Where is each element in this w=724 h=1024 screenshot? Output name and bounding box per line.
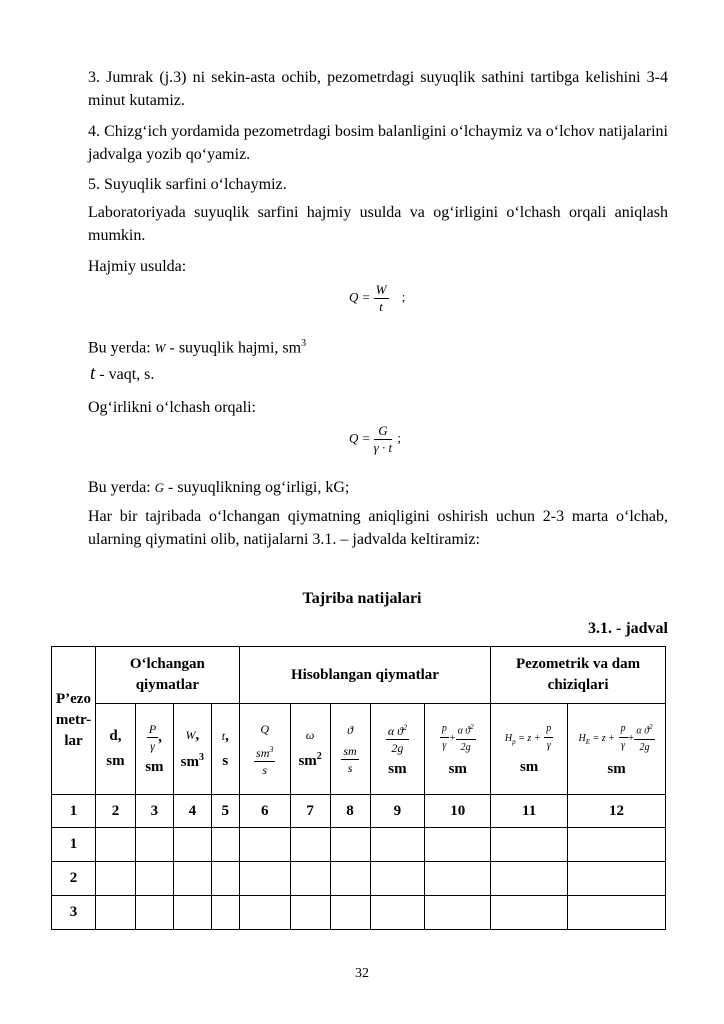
col-header-p-gamma: $\frac{P}{\gamma}$ , sm xyxy=(135,704,173,795)
table-cell xyxy=(330,862,370,896)
table-cell xyxy=(370,896,425,930)
table-cell xyxy=(370,862,425,896)
column-number: 7 xyxy=(290,795,330,828)
col-header-d: d, sm xyxy=(95,704,135,795)
paragraph-step-5: 5. Suyuqlik sarfini o‘lchaymiz. xyxy=(88,176,287,193)
column-number: 12 xyxy=(568,795,666,828)
page-number: 32 xyxy=(355,966,369,981)
col-header-piezometric-head: $H_p = z$ + $\frac{p}{\gamma}$ sm xyxy=(491,704,568,795)
table-cell xyxy=(491,896,568,930)
table-row xyxy=(52,896,666,930)
table-cell xyxy=(135,896,173,930)
table-cell xyxy=(239,862,290,896)
col-header-t: t, s xyxy=(211,704,239,795)
row-label: 2 xyxy=(52,862,96,896)
table-row xyxy=(52,828,666,862)
column-number: 8 xyxy=(330,795,370,828)
table-cell xyxy=(568,896,666,930)
column-number: 1 xyxy=(52,795,96,828)
table-title: Tajriba natijalari xyxy=(302,590,422,607)
header-measured: O‘lchangan qiymatlar xyxy=(95,647,239,704)
column-number-row xyxy=(52,795,666,828)
paragraph-weight: Og‘irlikni o‘lchash orqali: xyxy=(88,399,256,416)
col-header-energy-head: $H_E = z$ + $\frac{p}{\gamma}$ + $\frac{\alpha ϑ^2}{2g}$ sm xyxy=(568,704,666,795)
column-number: 6 xyxy=(239,795,290,828)
table-cell xyxy=(568,828,666,862)
table-cell xyxy=(239,828,290,862)
col-header-velocity: ϑ $\frac{sm}{s}$ xyxy=(330,704,370,795)
table-cell xyxy=(290,896,330,930)
table-cell xyxy=(491,828,568,862)
paragraph-step-4: 4. Chizg‘ich yordamida pezometrdagi bosim balanligini o‘lchaymiz va o‘lchov natijalarini jadvalga yozib qo‘yamiz. xyxy=(88,123,668,163)
paragraph-methods: Laboratoriyada suyuqlik sarfini hajmiy usulda va og‘irligini o‘lchash orqali aniqlash mumkin. xyxy=(88,204,668,244)
table-cell xyxy=(95,862,135,896)
col-header-q: Q $\frac{sm^3}{s}$ xyxy=(239,704,290,795)
table-cell xyxy=(290,828,330,862)
column-number: 11 xyxy=(491,795,568,828)
table-cell xyxy=(173,862,211,896)
table-cell xyxy=(173,828,211,862)
table-cell xyxy=(95,828,135,862)
table-cell xyxy=(370,828,425,862)
formula-lhs: Q = xyxy=(349,430,371,446)
col-header-w: W, $sm^3$ xyxy=(173,704,211,795)
table-cell xyxy=(211,828,239,862)
paragraph-repeat: Har bir tajribada o‘lchangan qiymatning aniqligini oshirish uchun 2-3 marta o‘lchab, ularning qiymatini olib, natijalarni 3.1. – jadvalda keltiramiz: xyxy=(88,508,668,548)
definition-w: Bu yerda: W - suyuqlik hajmi, $sm^3$ xyxy=(88,338,307,357)
column-number: 10 xyxy=(425,795,491,828)
results-table xyxy=(51,646,666,930)
definition-g: Bu yerda: G - suyuqlikning og‘irligi, kG; xyxy=(88,479,350,496)
table-cell xyxy=(330,828,370,862)
header-calculated: Hisoblangan qiymatlar xyxy=(239,647,490,704)
column-number: 4 xyxy=(173,795,211,828)
row-label: 1 xyxy=(52,828,96,862)
formula-lhs: Q = xyxy=(349,289,371,305)
table-cell xyxy=(290,862,330,896)
column-number: 5 xyxy=(211,795,239,828)
table-cell xyxy=(135,828,173,862)
definition-t: t - vaqt, s. xyxy=(90,363,155,384)
header-lines: Pezometrik va dam chiziqlari xyxy=(491,647,666,704)
formula-weight: Q = $\frac{G}{\gamma \cdot t}$ ; xyxy=(349,423,402,455)
col-header-omega: ω $sm^2$ xyxy=(290,704,330,795)
table-caption: 3.1. - jadval xyxy=(588,620,668,637)
table-cell xyxy=(135,862,173,896)
column-number: 3 xyxy=(135,795,173,828)
header-piezometers: P’ezo metr-lar xyxy=(52,647,96,795)
table-cell xyxy=(211,896,239,930)
table-cell xyxy=(425,862,491,896)
table-row xyxy=(52,862,666,896)
table-cell xyxy=(491,862,568,896)
table-cell xyxy=(568,862,666,896)
table-cell xyxy=(95,896,135,930)
formula-volumetric: Q = $\frac{W}{t}$ ; xyxy=(349,282,406,314)
table-cell xyxy=(330,896,370,930)
col-header-sum: $\frac{p}{\gamma}$ + $\frac{\alpha ϑ^2}{2g}$ sm xyxy=(425,704,491,795)
formula-fraction: $\frac{G}{\gamma \cdot t}$ xyxy=(373,423,393,455)
paragraph-volumetric: Hajmiy usulda: xyxy=(88,258,187,275)
paragraph-step-3: 3. Jumrak (j.3) ni sekin-asta ochib, pezometrdagi suyuqlik sathini tartibga kelishini 3-4 minut kutamiz. xyxy=(88,69,668,109)
table-cell xyxy=(425,828,491,862)
table-cell xyxy=(239,896,290,930)
column-number: 2 xyxy=(95,795,135,828)
formula-fraction: $\frac{W}{t}$ xyxy=(375,282,387,314)
table-cell xyxy=(173,896,211,930)
column-number: 9 xyxy=(370,795,425,828)
col-header-velocity-head: $\frac{\alpha ϑ^2}{2g}$ sm xyxy=(370,704,425,795)
row-label: 3 xyxy=(52,896,96,930)
table-cell xyxy=(425,896,491,930)
table-cell xyxy=(211,862,239,896)
